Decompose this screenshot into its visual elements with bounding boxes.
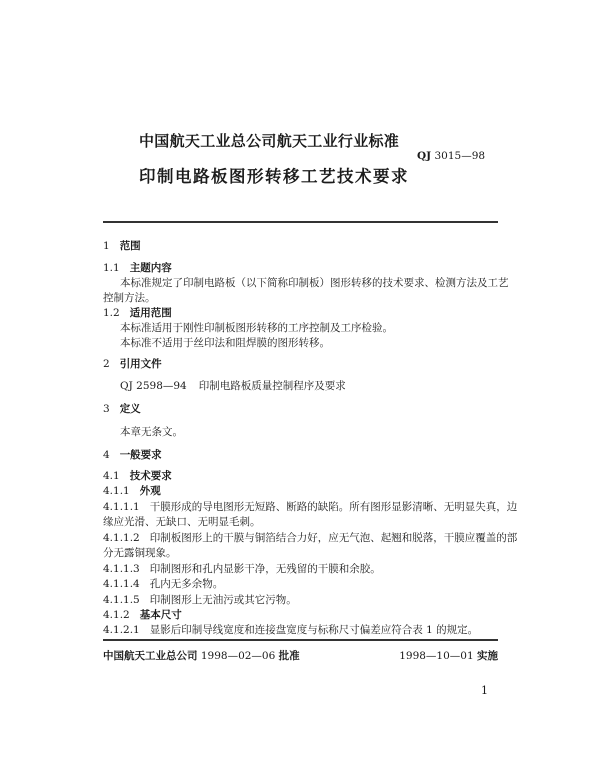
- clause-text: 印制图形上无油污或其它污物。: [149, 594, 297, 606]
- clause-text: 显影后印制导线宽度和连接盘宽度与标称尺寸偏差应符合表 1 的规定。: [149, 624, 479, 636]
- paragraph-line: 控制方法。: [103, 292, 156, 304]
- section-heading: [103, 608, 182, 622]
- section-title: 一般要求: [119, 449, 162, 461]
- section-number: 2: [103, 358, 110, 370]
- section-heading: [103, 239, 141, 253]
- clause: [103, 593, 297, 607]
- clause-number: 4.1.2.1: [103, 624, 140, 636]
- clause-number: 4.1.1.3: [103, 563, 140, 575]
- clause: [103, 623, 478, 637]
- section-number: 4: [103, 449, 110, 461]
- clause-text: 印制板图形上的干膜与铜箔结合力好，应无气泡、起翘和脱落，干膜应覆盖的部: [149, 532, 518, 544]
- standard-code: [417, 150, 485, 162]
- approve-date: 1998—02—06: [200, 650, 276, 662]
- page-number: 1: [481, 684, 488, 697]
- section-heading: [103, 448, 162, 462]
- reference-entry: [120, 379, 346, 393]
- reference-title: 印制电路板质量控制程序及要求: [198, 380, 346, 392]
- clause-text: 印制图形和孔内显影干净，无残留的干膜和余胶。: [149, 563, 381, 575]
- footer-divider: [103, 639, 498, 641]
- clause-text: 干膜形成的导电图形无短路、断路的缺陷。所有图形显影清晰、无明显失真，边: [149, 501, 518, 513]
- section-title: 适用范围: [129, 307, 172, 319]
- section-number: 4.1: [103, 470, 120, 482]
- section-number: 3: [103, 403, 110, 415]
- section-heading: [103, 484, 161, 498]
- issuing-organization: 中国航天工业总公司航天工业行业标准: [139, 132, 400, 150]
- paragraph-line: 本章无条文。: [120, 426, 183, 438]
- section-number: 1: [103, 240, 110, 252]
- clause-number: 4.1.1.5: [103, 594, 140, 606]
- paragraph-line: 本标准不适用于丝印法和阻焊膜的图形转移。: [120, 337, 330, 349]
- section-heading: [103, 261, 172, 275]
- section-heading: [103, 469, 172, 483]
- paragraph-line: 本标准规定了印制电路板（以下简称印制板）图形转移的技术要求、检测方法及工艺: [120, 277, 509, 289]
- section-title: 范围: [119, 240, 141, 252]
- section-number: 1.2: [103, 307, 120, 319]
- approve-label: 批准: [278, 650, 300, 662]
- document-title: 印制电路板图形转移工艺技术要求: [139, 167, 409, 186]
- reference-code: QJ 2598—94: [120, 380, 187, 392]
- section-title: 基本尺寸: [139, 609, 182, 621]
- section-title: 技术要求: [129, 470, 172, 482]
- clause-number: 4.1.1.2: [103, 532, 140, 544]
- code-number: 3015—98: [434, 150, 486, 162]
- section-heading: [103, 306, 172, 320]
- section-number: 4.1.1: [103, 485, 130, 497]
- clause-number: 4.1.1.4: [103, 578, 140, 590]
- effective-line: [399, 648, 498, 663]
- clause: [103, 500, 517, 514]
- paragraph-line: 本标准适用于刚性印制板图形转移的工序控制及工序检验。: [120, 322, 393, 334]
- section-heading: [103, 357, 162, 371]
- clause: [103, 562, 381, 576]
- code-prefix: QJ: [417, 150, 432, 162]
- section-title: 定义: [119, 403, 141, 415]
- section-number: 1.1: [103, 262, 120, 274]
- clause: [103, 577, 223, 591]
- section-number: 4.1.2: [103, 609, 130, 621]
- approval-line: [103, 648, 300, 663]
- section-title: 主题内容: [129, 262, 172, 274]
- paragraph-line: 分无露铜现象。: [103, 547, 177, 559]
- paragraph-line: 缘应光滑、无缺口、无明显毛刺。: [103, 516, 261, 528]
- section-title: 引用文件: [119, 358, 162, 370]
- section-heading: [103, 402, 141, 416]
- header-divider: [103, 221, 498, 223]
- issuer: 中国航天工业总公司: [103, 650, 198, 662]
- section-title: 外观: [139, 485, 161, 497]
- effective-label: 实施: [477, 650, 498, 662]
- effective-date: 1998—10—01: [399, 650, 474, 662]
- clause-text: 孔内无多余物。: [149, 578, 224, 590]
- clause: [103, 531, 517, 545]
- clause-number: 4.1.1.1: [103, 501, 140, 513]
